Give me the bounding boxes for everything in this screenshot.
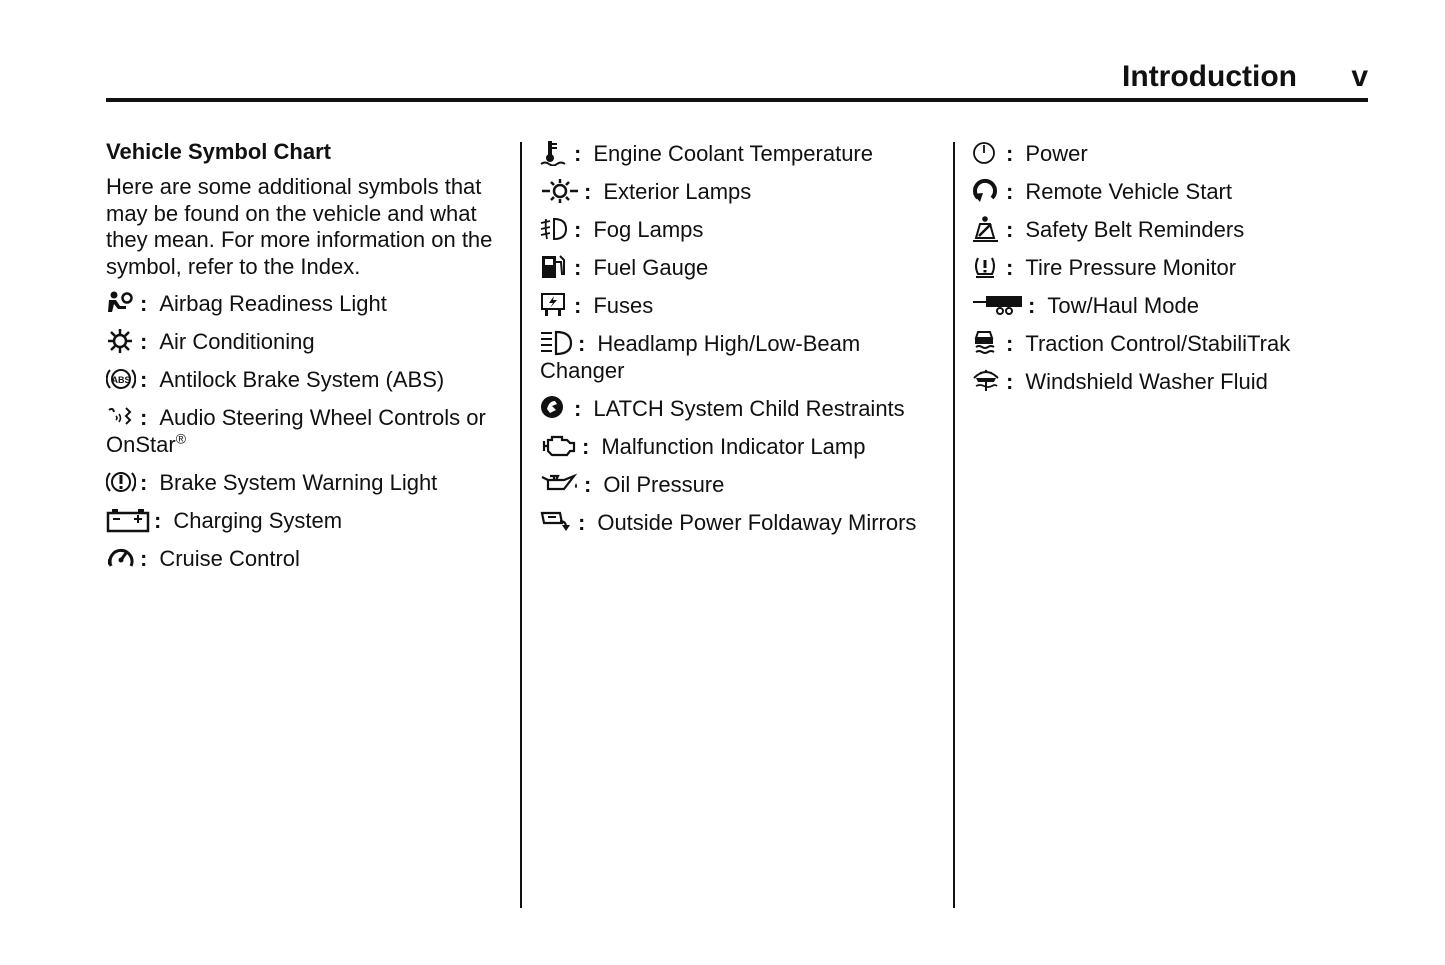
exterior-lamps-icon bbox=[540, 178, 580, 204]
mirror-fold-icon bbox=[540, 509, 574, 535]
tire-pressure-icon bbox=[972, 254, 1002, 280]
section-intro: Here are some additional symbols that may be found on the vehicle and what they mean. For more information on the symbol, refer to the Index. bbox=[106, 174, 493, 279]
cruise-control-icon bbox=[106, 545, 136, 571]
registered-mark: ® bbox=[175, 430, 187, 447]
coolant-temperature-icon bbox=[540, 140, 570, 166]
fog-lamps-icon bbox=[540, 216, 570, 242]
symbol-label: Tow/Haul Mode bbox=[1047, 293, 1199, 318]
seat-belt-icon bbox=[972, 216, 1002, 242]
symbol-entry: ABS : Antilock Brake System (ABS) bbox=[106, 366, 501, 404]
symbol-entry: : Remote Vehicle Start bbox=[972, 178, 1367, 216]
symbol-entry: : LATCH System Child Restraints bbox=[540, 395, 935, 433]
symbol-entry: : Fuses bbox=[540, 292, 935, 330]
airbag-icon bbox=[106, 290, 136, 316]
page-title: Introduction bbox=[1122, 60, 1297, 93]
symbol-label: Fog Lamps bbox=[593, 217, 704, 242]
remote-start-icon bbox=[972, 178, 1002, 204]
symbol-label: Air Conditioning bbox=[159, 329, 315, 354]
symbol-label: Engine Coolant Temperature bbox=[593, 141, 873, 166]
symbol-label: Cruise Control bbox=[159, 546, 300, 571]
symbol-entry: : Cruise Control bbox=[106, 545, 501, 583]
latch-child-restraint-icon bbox=[540, 395, 570, 421]
power-icon bbox=[972, 140, 1002, 166]
symbol-label: Windshield Washer Fluid bbox=[1025, 369, 1268, 394]
symbol-entry: : Brake System Warning Light bbox=[106, 469, 501, 507]
symbol-entry: : Tow/Haul Mode bbox=[972, 292, 1367, 330]
symbol-label: Charging System bbox=[173, 508, 343, 533]
column-3 bbox=[972, 140, 1367, 406]
symbol-entry: : Fuel Gauge bbox=[540, 254, 935, 292]
symbol-label: Malfunction Indicator Lamp bbox=[601, 434, 866, 459]
symbol-entry: : Charging System bbox=[106, 507, 501, 545]
symbol-label: Airbag Readiness Light bbox=[159, 291, 387, 316]
page-header bbox=[106, 58, 1368, 102]
symbol-entry: : Audio Steering Wheel Controls or OnStar® bbox=[106, 405, 486, 457]
symbol-label: Brake System Warning Light bbox=[159, 470, 438, 495]
symbol-entry: : Engine Coolant Temperature bbox=[540, 140, 935, 178]
symbol-entry: : Airbag Readiness Light bbox=[106, 290, 501, 328]
symbol-label: Power bbox=[1025, 141, 1088, 166]
page-number: v bbox=[1351, 60, 1368, 93]
svg-text:ABS: ABS bbox=[111, 375, 131, 385]
symbol-label: Fuses bbox=[593, 293, 654, 318]
symbol-entry: : Power bbox=[972, 140, 1367, 178]
audio-steering-icon bbox=[106, 404, 136, 430]
symbol-entry: : Windshield Washer Fluid bbox=[972, 368, 1367, 406]
symbol-label: Remote Vehicle Start bbox=[1025, 179, 1232, 204]
symbol-label: Antilock Brake System (ABS) bbox=[159, 367, 445, 392]
column-divider bbox=[953, 142, 955, 908]
symbol-entry: : Exterior Lamps bbox=[540, 178, 935, 216]
symbol-label: Safety Belt Reminders bbox=[1025, 217, 1245, 242]
column-1 bbox=[106, 140, 501, 583]
column-divider bbox=[520, 142, 522, 908]
column-2 bbox=[540, 140, 935, 547]
symbol-entry: : Headlamp High/Low-Beam Changer bbox=[540, 331, 861, 383]
symbol-entry: : Safety Belt Reminders bbox=[972, 216, 1367, 254]
abs-icon bbox=[106, 366, 136, 392]
tow-haul-icon bbox=[972, 292, 1024, 318]
oil-pressure-icon bbox=[540, 471, 580, 497]
section-title: Vehicle Symbol Chart bbox=[106, 139, 331, 164]
symbol-label: Outside Power Foldaway Mirrors bbox=[597, 510, 917, 535]
symbol-label: LATCH System Child Restraints bbox=[593, 396, 905, 421]
battery-icon bbox=[106, 507, 150, 533]
symbol-label: Exterior Lamps bbox=[603, 179, 752, 204]
symbol-entry: : Traction Control/StabiliTrak bbox=[972, 330, 1367, 368]
symbol-label: Traction Control/StabiliTrak bbox=[1025, 331, 1291, 356]
symbol-entry: : Oil Pressure bbox=[540, 471, 935, 509]
symbol-label: Tire Pressure Monitor bbox=[1025, 255, 1237, 280]
symbol-label: Fuel Gauge bbox=[593, 255, 709, 280]
symbol-entry: : Outside Power Foldaway Mirrors bbox=[540, 509, 935, 547]
headlamp-beam-icon bbox=[540, 330, 574, 356]
brake-warning-icon bbox=[106, 469, 136, 495]
symbol-entry: : Malfunction Indicator Lamp bbox=[540, 433, 935, 471]
traction-control-icon bbox=[972, 330, 1002, 356]
engine-malfunction-icon bbox=[540, 433, 578, 459]
symbol-entry: : Air Conditioning bbox=[106, 328, 501, 366]
symbol-label: Audio Steering Wheel Controls or OnStar bbox=[106, 405, 486, 457]
fuel-gauge-icon bbox=[540, 254, 570, 280]
symbol-label: Headlamp High/Low-Beam Changer bbox=[540, 331, 861, 383]
washer-fluid-icon bbox=[972, 368, 1002, 394]
symbol-entry: : Tire Pressure Monitor bbox=[972, 254, 1367, 292]
symbol-entry: : Fog Lamps bbox=[540, 216, 935, 254]
air-conditioning-icon bbox=[106, 328, 136, 354]
fuses-icon bbox=[540, 292, 570, 318]
symbol-label: Oil Pressure bbox=[603, 472, 725, 497]
